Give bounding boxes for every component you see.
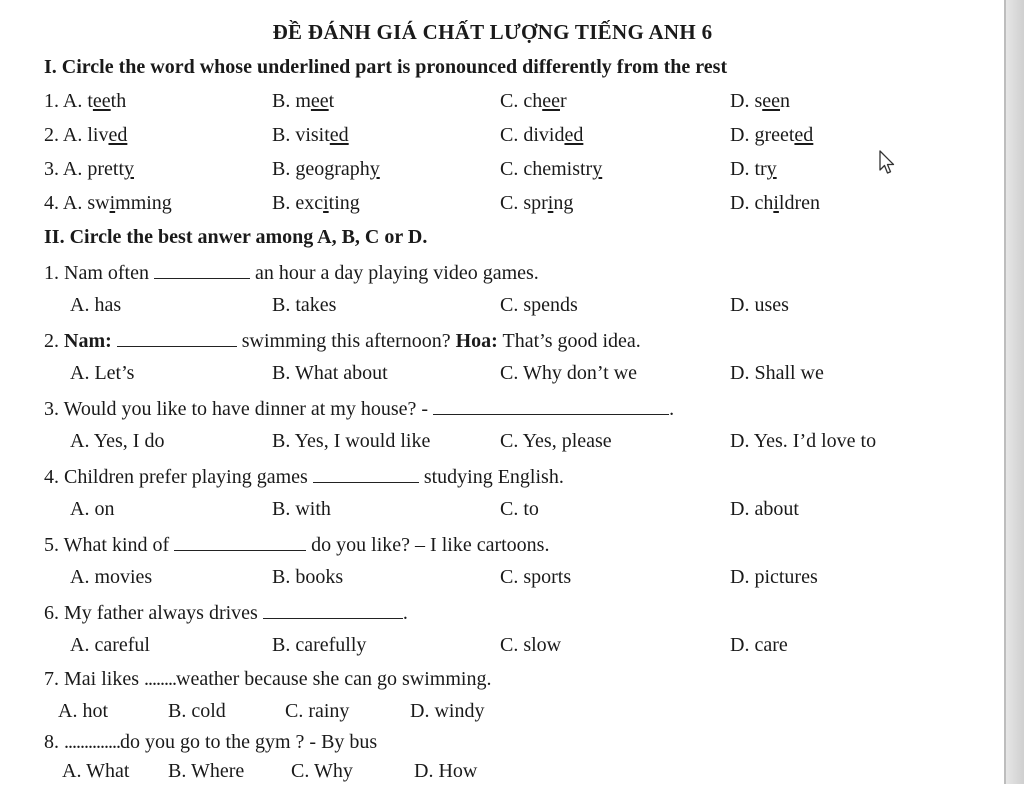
s2-q8-option-b: B. Where [168,760,245,782]
s2-q8-option-c: C. Why [291,760,353,782]
s2-q5-option-b: B. books [272,566,344,588]
s2-q6-option-c: C. slow [500,634,562,656]
exam-title: ĐỀ ĐÁNH GIÁ CHẤT LƯỢNG TIẾNG ANH 6 [272,20,713,44]
answer-blank [433,396,669,415]
s2-q7-option-a: A. hot [58,700,108,722]
s2-q6-option-b: B. carefully [272,634,367,656]
s2-q1-option-a: A. has [70,294,122,316]
s2-q4-option-b: B. with [272,498,331,520]
s1-q1-option-b: B. meet [272,90,335,112]
s2-q1-option-d: D. uses [730,294,789,316]
answer-blank [174,532,306,551]
s2-q6-text: 6. My father always drives . [44,602,408,624]
s2-q1-text: 1. Nam often an hour a day playing video games. [44,262,539,284]
s2-q5-option-d: D. pictures [730,566,818,588]
answer-blank [263,600,403,619]
s1-q3-option-b: B. geography [272,158,380,180]
s2-q2-option-a: A. Let’s [70,362,135,384]
s2-q3-option-a: A. Yes, I do [70,430,165,452]
s2-q2-option-b: B. What about [272,362,388,384]
s2-q3-option-c: C. Yes, please [500,430,612,452]
section-2-heading-text: II. Circle the best anwer among A, B, C or D. [44,226,428,248]
s1-q4-option-b: B. exciting [272,192,360,214]
mouse-cursor-icon [878,150,896,176]
s1-q1-option-c: C. cheer [500,90,567,112]
s2-q6-option-d: D. care [730,634,788,656]
s2-q3-text: 3. Would you like to have dinner at my house? - . [44,398,675,420]
s1-q2-option-d: D. greeted [730,124,814,146]
s1-q2-option-b: B. visited [272,124,349,146]
section-1-heading-text: I. Circle the word whose underlined part is pronounced differently from the rest [44,56,728,78]
s2-q8-option-d: D. How [414,760,478,782]
s2-q4-option-d: D. about [730,498,799,520]
s2-q3-option-d: D. Yes. I’d love to [730,430,877,452]
s2-q5-text: 5. What kind of do you like? – I like cartoons. [44,534,550,556]
s2-q8-option-a: A. What [62,760,130,782]
s2-q6-option-a: A. careful [70,634,150,656]
s1-q4-option-c: C. spring [500,192,574,214]
s2-q7-text: 7. Mai likes ........weather because she can go swimming. [44,668,492,690]
s2-q4-text: 4. Children prefer playing games studying English. [44,466,564,488]
s2-q5-option-a: A. movies [70,566,153,588]
s1-q3-option-c: C. chemistry [500,158,603,180]
s2-q8-text: 8. ..............do you go to the gym ? - By bus [44,731,378,753]
s2-q2-text: 2. Nam: swimming this afternoon? Hoa: That’s good idea. [44,330,641,352]
s1-q2-option-c: C. divided [500,124,584,146]
s2-q2-option-c: C. Why don’t we [500,362,638,384]
s1-q4-option-a: 4. A. swimming [44,192,172,214]
s1-q4-option-d: D. children [730,192,820,214]
answer-blank [117,328,237,347]
s2-q4-option-c: C. to [500,498,539,520]
s2-q3-option-b: B. Yes, I would like [272,430,431,452]
s1-q1-option-a: 1. A. teeth [44,90,127,112]
s2-q4-option-a: A. on [70,498,115,520]
s2-q2-option-d: D. Shall we [730,362,824,384]
page-edge [1006,0,1024,784]
s1-q3-option-a: 3. A. pretty [44,158,134,180]
s2-q7-option-d: D. windy [410,700,485,722]
s1-q2-option-a: 2. A. lived [44,124,128,146]
s1-q1-option-d: D. seen [730,90,790,112]
s2-q7-option-b: B. cold [168,700,226,722]
s2-q5-option-c: C. sports [500,566,572,588]
s2-q1-option-c: C. spends [500,294,578,316]
answer-blank [154,260,250,279]
s2-q7-option-c: C. rainy [285,700,350,722]
s1-q3-option-d: D. try [730,158,777,180]
answer-blank [313,464,419,483]
s2-q1-option-b: B. takes [272,294,337,316]
